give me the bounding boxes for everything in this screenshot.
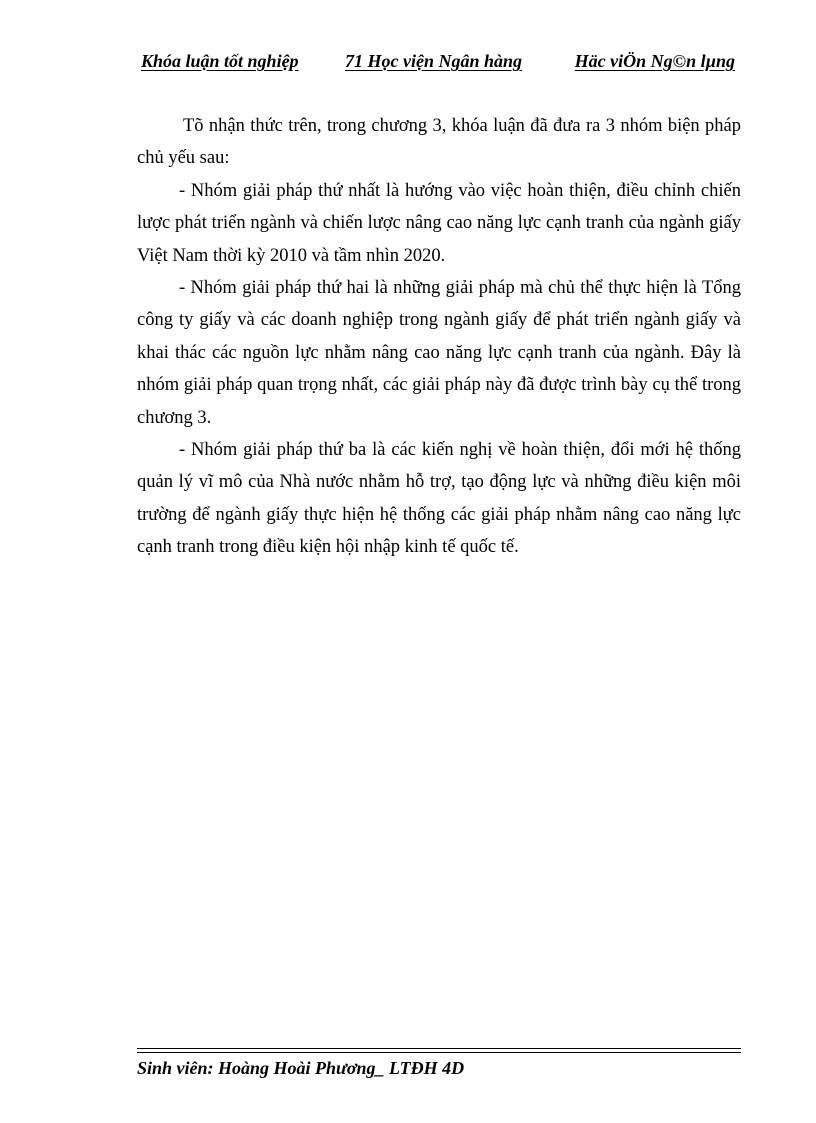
header-institution-legacy-font: Häc viÖn Ng©n lµng <box>574 51 735 71</box>
paragraph-solution-group-1: - Nhóm giải pháp thứ nhất là hướng vào việc hoàn thiện, điều chỉnh chiến lược phát triển ngành và chiến lược nâng cao năng lực cạnh tranh của ngành giấy Việt Nam thời kỳ 2010 và tầm nhìn 2020. <box>137 180 741 266</box>
paragraph-solution-group-2: - Nhóm giải pháp thứ hai là những giải pháp mà chủ thể thực hiện là Tổng công ty giấy và các doanh nghiệp trong ngành giấy để phát triển ngành giấy và khai thác các nguồn lực nhằm nâng cao năng lực cạnh tranh của ngành. Đây là nhóm giải pháp quan trọng nhất, các giải pháp này đã được trình bày cụ thể trong chương 3. <box>137 278 741 428</box>
body-text <box>137 110 741 564</box>
page-footer: Sinh viên: Hoàng Hoài Phương_ LTĐH 4D <box>137 1058 465 1078</box>
footer-double-rule <box>137 1048 741 1053</box>
paragraph-intro: Tõ nhận thức trên, trong chương 3, khóa luận đã đưa ra 3 nhóm biện pháp chủ yếu sau: <box>137 116 741 169</box>
header-page-and-institution: 71 Học viện Ngân hàng <box>345 51 523 71</box>
paragraph-solution-group-3: - Nhóm giải pháp thứ ba là các kiến nghị về hoàn thiện, đổi mới hệ thống quản lý vĩ mô của Nhà nước nhằm hỗ trợ, tạo động lực và những điều kiện môi trường để ngành giấy thực hiện hệ thống các giải pháp nhằm nâng cao năng lực cạnh tranh trong điều kiện hội nhập kinh tế quốc tế. <box>137 440 741 558</box>
page-header <box>137 48 741 74</box>
header-thesis-label: Khóa luận tốt nghiệp <box>141 51 299 71</box>
